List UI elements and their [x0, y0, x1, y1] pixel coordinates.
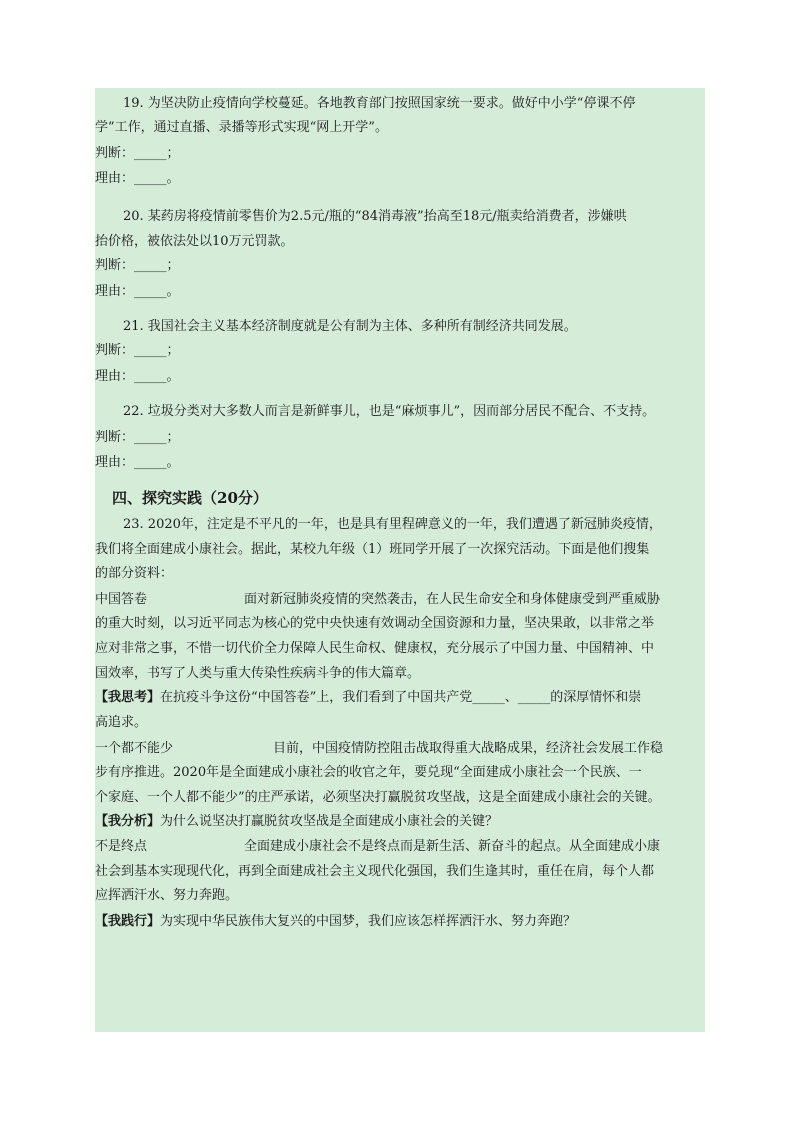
material2-line1: 目前，中国疫情防控阻击战取得重大战略成果，经济社会发展工作稳 [273, 741, 664, 756]
q19-text-line2: 学”工作，通过直播、录播等形式实现“网上开学”。 [95, 120, 388, 135]
q22-reason[interactable]: 理由：_____。 [95, 455, 180, 470]
analyze-prompt [95, 812, 498, 832]
think-text[interactable]: 在抗疫斗争这份“中国答卷”上，我们看到了中国共产党_____、_____的深厚情怀和崇 [160, 690, 642, 705]
practice-prompt [95, 912, 576, 932]
q21-text-line1: 21. 我国社会主义基本经济制度就是公有制为主体、多种所有制经济共同发展。 [123, 319, 577, 334]
material1-line1: 面对新冠肺炎疫情的突然袭击，在人民生命安全和身体健康受到严重威胁 [244, 592, 661, 607]
think-prompt-line1 [95, 688, 641, 708]
analyze-text: 为什么说坚决打赢脱贫攻坚战是全面建成小康社会的关键？ [160, 814, 499, 829]
material3-title: 不是终点 [95, 839, 148, 854]
q22-judge[interactable]: 判断：_____； [95, 430, 180, 445]
q20-text-line2: 抬价格，被依法处以10万元罚款。 [95, 234, 294, 249]
material1-line4: 国效率，书写了人类与重大传染性疾病斗争的伟大篇章。 [95, 666, 421, 681]
section-title: 四、探究实践（20分） [112, 489, 268, 507]
q23-intro-line1: 23. 2020年，注定是不平凡的一年，也是具有里程碑意义的一年，我们遭遇了新冠肺炎疫情， [123, 517, 662, 532]
think-tag: 【我思考】 [95, 690, 161, 705]
q23-intro-line3: 的部分资料： [95, 566, 174, 581]
practice-tag: 【我践行】 [95, 914, 161, 929]
material1-title: 中国答卷 [95, 592, 148, 607]
q21-judge[interactable]: 判断：_____； [95, 343, 180, 358]
q20-reason[interactable]: 理由：_____。 [95, 284, 180, 299]
q19-reason[interactable]: 理由：_____。 [95, 171, 180, 186]
material1-line2: 的重大时刻，以习近平同志为核心的党中央快速有效调动全国资源和力量，坚决果敢，以非常之举 [95, 616, 655, 631]
practice-text: 为实现中华民族伟大复兴的中国梦，我们应该怎样挥洒汗水、努力奔跑？ [160, 914, 577, 929]
material2-title: 一个都不能少 [95, 741, 174, 756]
analyze-tag: 【我分析】 [95, 814, 161, 829]
think-prompt-line2: 高追求。 [95, 715, 148, 730]
q20-text-line1: 20. 某药房将疫情前零售价为2.5元/瓶的“84消毒液”抬高至18元/瓶卖给消费者，涉嫌哄 [123, 209, 627, 224]
q21-reason[interactable]: 理由：_____。 [95, 369, 180, 384]
answer-area[interactable] [95, 940, 705, 1028]
material2-line3: 个家庭、一个人都不能少”的庄严承诺，必须坚决打赢脱贫攻坚战，这是全面建成小康社会的关键。 [95, 790, 661, 805]
material2-line2: 步有序推进。2020年是全面建成小康社会的收官之年，要兑现“全面建成小康社会一个民族、一 [95, 765, 642, 780]
q20-judge[interactable]: 判断：_____； [95, 258, 180, 273]
q19-judge[interactable]: 判断：_____； [95, 146, 180, 161]
material3-line1: 全面建成小康社会不是终点而是新生活、新奋斗的起点。从全面建成小康 [244, 839, 661, 854]
q22-text-line1: 22. 垃圾分类对大多数人而言是新鲜事儿，也是“麻烦事儿”，因而部分居民不配合、不支持。 [123, 404, 656, 419]
material3-line3: 应挥洒汗水、努力奔跑。 [95, 888, 239, 903]
q19-text-line1: 19. 为坚决防止疫情向学校蔓延。各地教育部门按照国家统一要求。做好中小学“停课不停 [123, 96, 636, 111]
material3-line2: 社会到基本实现现代化，再到全面建成社会主义现代化强国，我们生逢其时，重任在肩，每个人都 [95, 864, 655, 879]
q23-intro-line2: 我们将全面建成小康社会。据此，某校九年级（1）班同学开展了一次探究活动。下面是他们搜集 [95, 542, 650, 557]
material1-line3: 应对非常之事，不惜一切代价全力保障人民生命权、健康权，充分展示了中国力量、中国精神、中 [95, 641, 655, 656]
